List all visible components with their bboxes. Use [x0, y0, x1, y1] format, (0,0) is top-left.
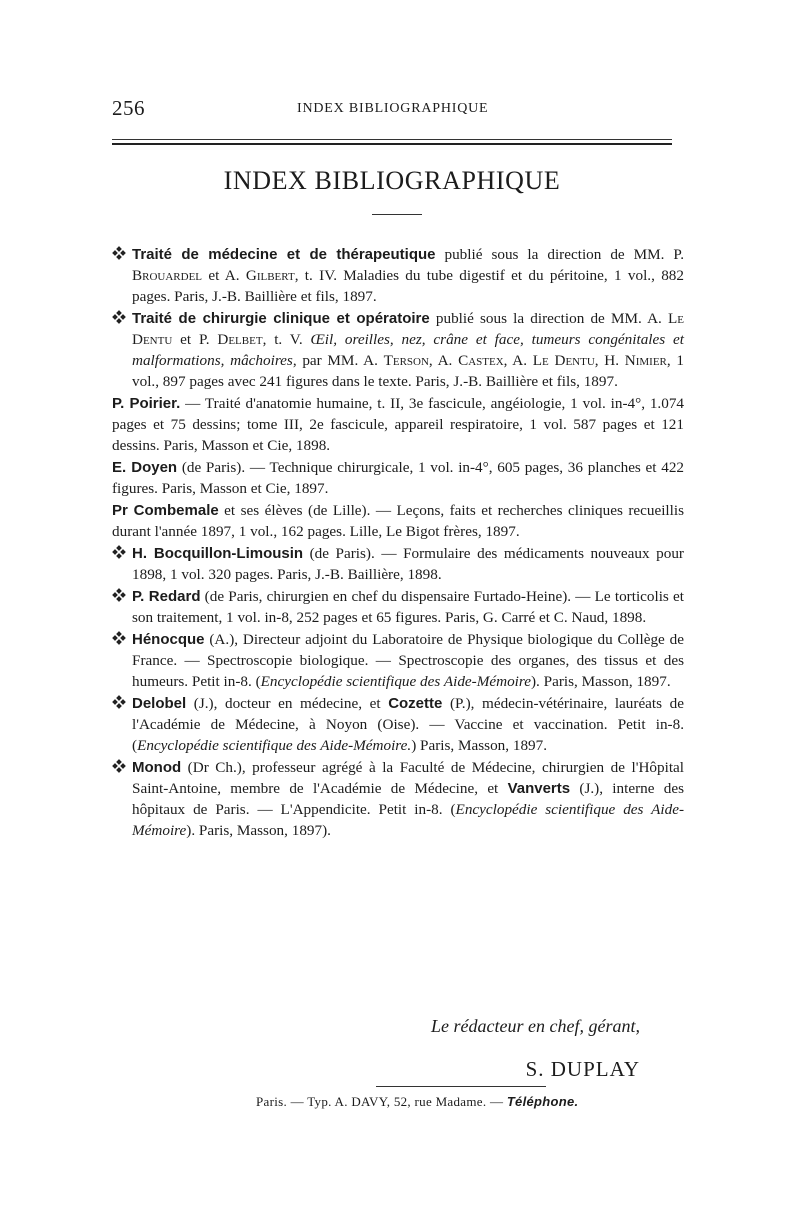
bibliography-entry: [112, 693, 684, 756]
bibliography-entry: [112, 244, 684, 307]
page-title: INDEX BIBLIOGRAPHIQUE: [223, 166, 561, 195]
entry-text: ). Paris, Masson, 1897.: [530, 673, 671, 690]
bibliography-entry: [112, 457, 684, 499]
bibliography-list: [112, 244, 684, 842]
entry-text: (P.), médecin-vétérinaire, lauréats de l'Académie de Médecine, à Noyon (Oise). — Vaccine et vaccination. Petit in-8. (: [132, 695, 684, 754]
bibliography-entry: [112, 500, 684, 542]
entry-text: , t. IV. Maladies du tube digestif et du péritoine, 1 vol., 882 pages. Paris, J.-B. Baillière et fils, 1897.: [132, 267, 684, 305]
entry-italic-title: Œil, oreilles, nez, crâne et face, tumeurs congénitales et malformations, mâchoires: [132, 331, 684, 369]
entry-author: Le Dentu: [532, 352, 595, 369]
page-number: 256: [112, 96, 145, 120]
running-head: [112, 96, 672, 122]
imprint-rule: [376, 1086, 546, 1087]
entry-author-bold: H. Bocquillon-Limousin: [132, 545, 304, 562]
entry-author-bold: P. Poirier.: [112, 395, 181, 412]
printer-imprint: [256, 1094, 578, 1110]
entry-author-bold: Delobel: [132, 695, 187, 712]
ornament-bullet-icon: [112, 545, 126, 559]
entry-text: publié sous la direction de MM. A.: [429, 310, 668, 327]
entry-italic-title: Encyclopédie scientifique des Aide-Mémoire: [132, 801, 684, 839]
bibliography-entry: [112, 757, 684, 841]
entry-author-bold: Cozette: [388, 695, 443, 712]
entry-text: (de Paris, chirurgien en chef du dispensaire Furtado-Heine). — Le torticolis et son traitement, 1 vol. in-8, 252 pages et 65 figures. Paris, G. Carré et C. Naud, 1898.: [132, 588, 684, 626]
ornament-bullet-icon: [112, 759, 126, 773]
entry-text: et A.: [202, 267, 246, 284]
ornament-bullet-icon: [112, 588, 126, 602]
entry-text: ) Paris, Masson, 1897.: [411, 737, 548, 754]
header-double-rule: [112, 139, 672, 145]
entry-text: , A.: [503, 352, 533, 369]
entry-author: Le Dentu: [132, 310, 684, 348]
entry-text: , H.: [594, 352, 625, 369]
imprint-text: Paris. — Typ. A. DAVY, 52, rue Madame. —: [256, 1094, 507, 1109]
entry-title: Traité de médecine et de thérapeutique: [132, 246, 436, 263]
entry-text: (Dr Ch.), professeur agrégé à la Faculté de Médecine, chirurgien de l'Hôpital Saint-Antoine, membre de l'Académie de Médecine, et: [132, 759, 684, 797]
bibliography-entry: [112, 308, 684, 392]
entry-author: Nimier: [624, 352, 667, 369]
editor-name: S. DUPLAY: [525, 1057, 640, 1081]
bibliography-entry: [112, 393, 684, 456]
entry-text: , t. V.: [262, 331, 311, 348]
imprint-telephone: Téléphone.: [506, 1094, 579, 1109]
entry-text: — Traité d'anatomie humaine, t. II, 3e fascicule, angéiologie, 1 vol. in-4°, 1.074 pages et 75 dessins; tome III, 2e fascicule, appareil respiratoire, 1 vol. 587 pages et 121 dessins. Paris, Masson et Cie, 1898.: [112, 395, 685, 454]
running-title: INDEX BIBLIOGRAPHIQUE: [297, 101, 489, 116]
bibliography-entry: [112, 543, 684, 585]
entry-author-bold: Pr Combemale: [112, 502, 219, 519]
entry-author-bold: P. Redard: [132, 588, 201, 605]
bibliography-entry: [112, 586, 684, 628]
entry-author-bold: Monod: [132, 759, 182, 776]
entry-text: , par MM. A.: [292, 352, 384, 369]
ornament-bullet-icon: [112, 246, 126, 260]
signature-block: [112, 1016, 640, 1082]
title-underline-rule: [372, 214, 422, 215]
entry-text: (J.), interne des hôpitaux de Paris. — L'Appendicite. Petit in-8. (: [132, 780, 684, 818]
entry-title: Traité de chirurgie clinique et opératoire: [132, 310, 430, 327]
entry-text: ). Paris, Masson, 1897).: [186, 822, 331, 839]
entry-text: (de Paris). — Formulaire des médicaments nouveaux pour 1898, 1 vol. 320 pages. Paris, J.-B. Baillière, 1898.: [132, 545, 684, 583]
entry-author: Terson: [383, 352, 429, 369]
entry-text: et ses élèves (de Lille). — Leçons, faits et recherches cliniques recueillis durant l'année 1897, 1 vol., 162 pages. Lille, Le Bigot frères, 1897.: [112, 502, 684, 540]
entry-text: et P.: [172, 331, 218, 348]
ornament-bullet-icon: [112, 310, 126, 324]
entry-author-bold: Vanverts: [507, 780, 571, 797]
entry-text: , 1 vol., 897 pages avec 241 figures dans le texte. Paris, J.-B. Baillière et fils, 1897.: [132, 352, 685, 390]
entry-author: Brouardel: [132, 267, 203, 284]
entry-text: , A.: [428, 352, 459, 369]
bibliography-entry: [112, 629, 684, 692]
entry-text: (J.), docteur en médecine, et: [186, 695, 389, 712]
entry-author-bold: Hénocque: [132, 631, 205, 648]
entry-author: Delbet: [217, 331, 263, 348]
ornament-bullet-icon: [112, 631, 126, 645]
entry-author: Castex: [458, 352, 504, 369]
ornament-bullet-icon: [112, 695, 126, 709]
entry-italic-title: Encyclopédie scientifique des Aide-Mémoire.: [137, 737, 412, 754]
entry-author: Gilbert: [245, 267, 295, 284]
editor-role: Le rédacteur en chef, gérant,: [431, 1016, 640, 1036]
entry-text: (de Paris). — Technique chirurgicale, 1 vol. in-4°, 605 pages, 36 planches et 422 figures. Paris, Masson et Cie, 1897.: [112, 459, 685, 497]
entry-author-bold: E. Doyen: [112, 459, 178, 476]
entry-italic-title: Encyclopédie scientifique des Aide-Mémoire: [260, 673, 531, 690]
entry-text: (A.), Directeur adjoint du Laboratoire de Physique biologique du Collège de France. — Spectroscopie biologique. — Spectroscopie des organes, des tissus et des humeurs. Petit in-8. (: [132, 631, 684, 690]
entry-text: publié sous la direction de MM. P.: [435, 246, 684, 263]
